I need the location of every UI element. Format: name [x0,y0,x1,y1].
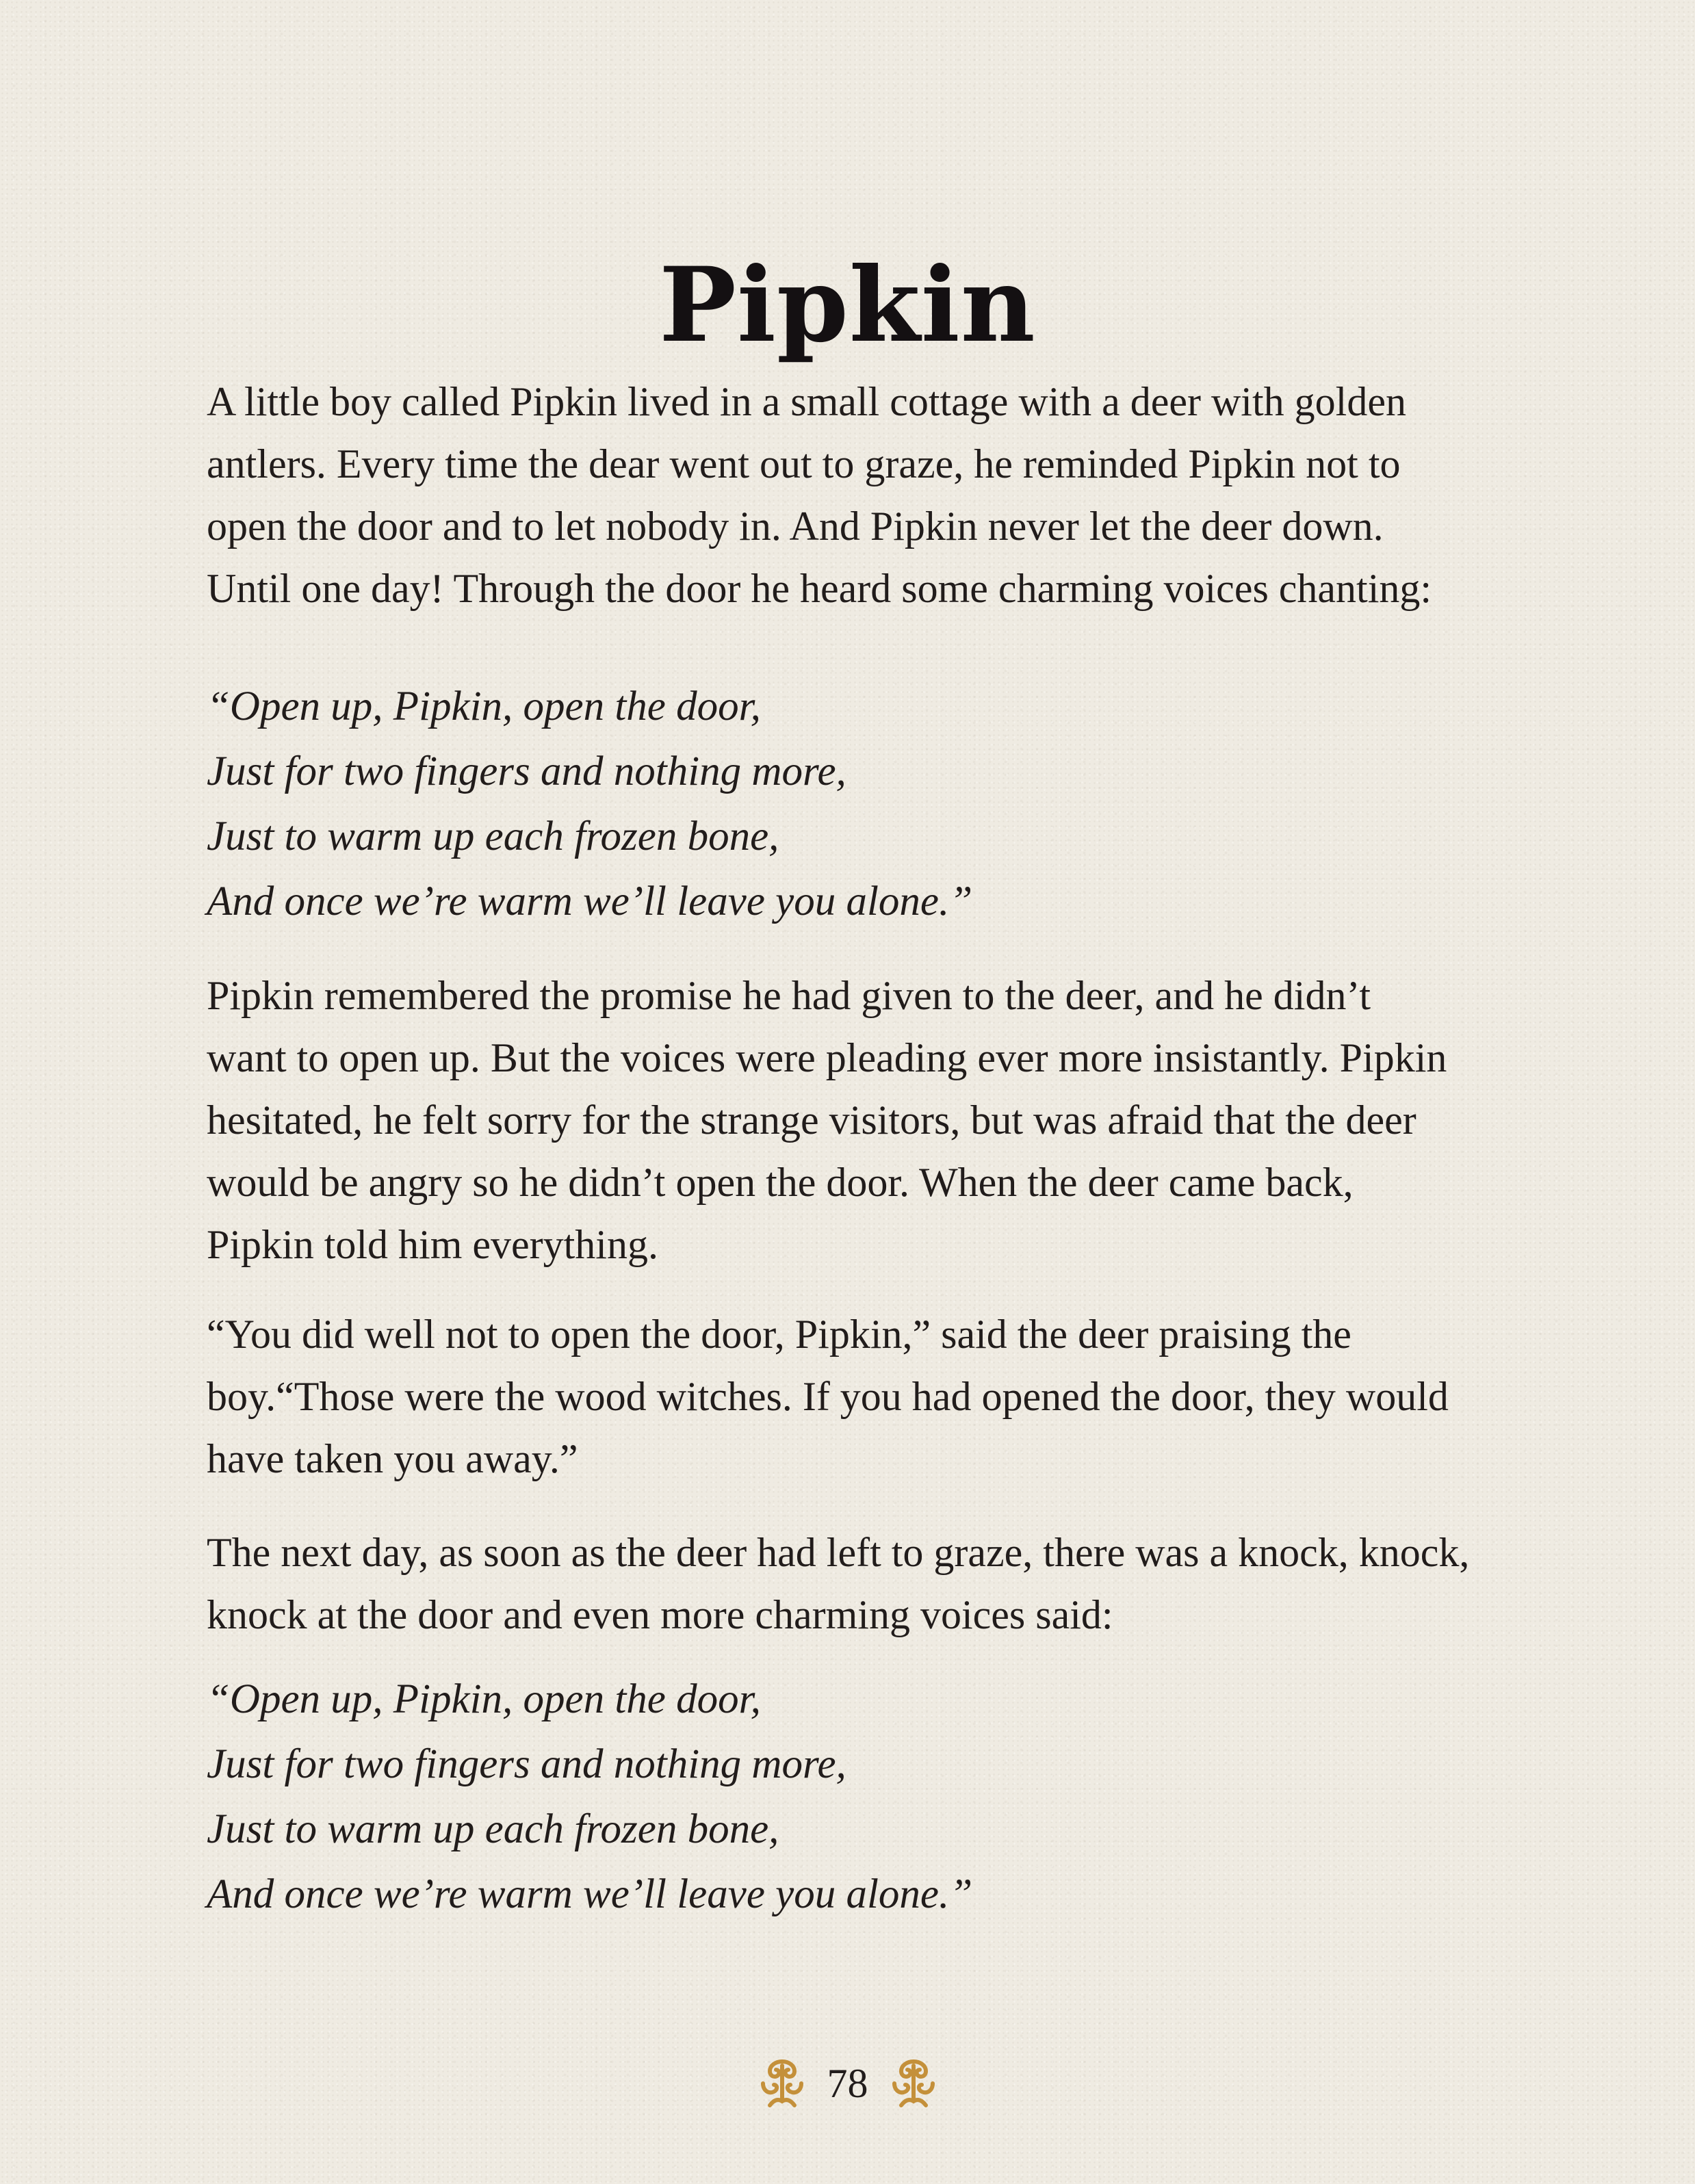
gold-scroll-ornament-icon [755,2056,810,2111]
page-footer [0,2049,1695,2118]
paragraph-3 [207,1303,1630,1490]
text-line: A little boy called Pipkin lived in a small cottage with a deer with golden [207,379,1406,424]
verse-line: And once we’re warm we’ll leave you alone.” [207,1871,973,1917]
verse-line: Just to warm up each frozen bone, [207,814,779,859]
text-line: The next day, as soon as the deer had left to graze, there was a knock, knock, [207,1530,1470,1575]
page-title: Pipkin [659,244,1036,365]
verse-line: Just for two fingers and nothing more, [207,1741,846,1787]
page-number: 78 [827,2061,868,2106]
verse-line: Just for two fingers and nothing more, [207,749,846,794]
text-line: Pipkin told him everything. [207,1222,658,1267]
text-line: have taken you away.” [207,1436,578,1481]
verse-line: “Open up, Pipkin, open the door, [207,1676,761,1722]
text-line: want to open up. But the voices were pleading ever more insistantly. Pipkin [207,1035,1447,1080]
text-line: knock at the door and even more charming voices said: [207,1592,1113,1637]
paragraph-2 [207,965,1630,1276]
verse-line: “Open up, Pipkin, open the door, [207,684,761,729]
text-line: hesitated, he felt sorry for the strange visitors, but was afraid that the deer [207,1097,1416,1143]
text-line: Pipkin remembered the promise he had given to the deer, and he didn’t [207,973,1371,1018]
paragraph-4 [207,1522,1630,1646]
gold-scroll-ornament-icon [886,2056,941,2111]
verse-line: And once we’re warm we’ll leave you alone.” [207,879,973,924]
verse-2 [207,1667,1630,1927]
text-line: “You did well not to open the door, Pipkin,” said the deer praising the [207,1312,1351,1357]
verse-line: Just to warm up each frozen bone, [207,1806,779,1852]
paragraph-1 [207,371,1630,620]
verse-1 [207,674,1630,934]
text-line: antlers. Every time the dear went out to graze, he reminded Pipkin not to [207,441,1401,486]
text-line: would be angry so he didn’t open the door. When the deer came back, [207,1160,1354,1205]
text-line: Until one day! Through the door he heard some charming voices chanting: [207,566,1432,611]
text-line: open the door and to let nobody in. And Pipkin never let the deer down. [207,504,1384,549]
text-line: boy.“Those were the wood witches. If you had opened the door, they would [207,1374,1449,1419]
